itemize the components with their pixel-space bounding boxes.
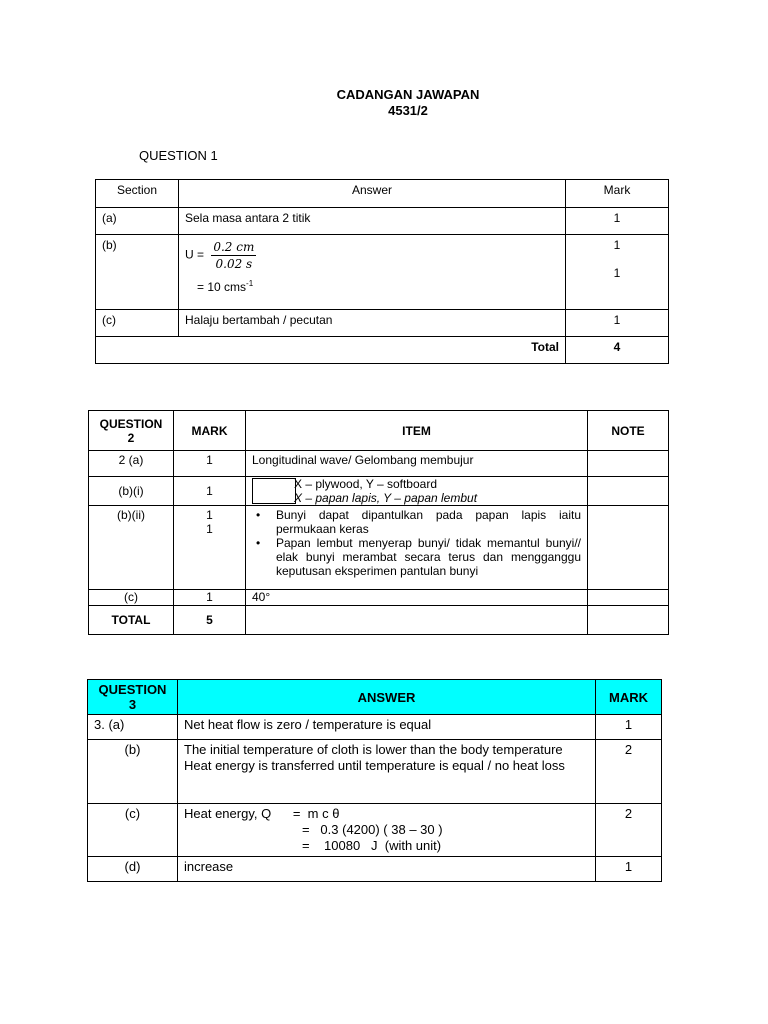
section-cell: (b)(i) (89, 477, 174, 506)
table-header-row (89, 411, 669, 451)
list-item: • Bunyi dapat dipantulkan pada papan lapis iaitu permukaan keras (252, 508, 581, 536)
answer-cell (179, 235, 566, 310)
question-3-table (87, 679, 662, 882)
section-cell: (a) (96, 208, 179, 235)
table-row (89, 451, 669, 477)
total-row (89, 606, 669, 635)
mark-cell: 1 (174, 590, 246, 606)
answer-box-icon (252, 478, 296, 504)
note-cell (588, 590, 669, 606)
table-row (89, 477, 669, 506)
mark-cell: 2 (596, 740, 662, 804)
list-item: • Papan lembut menyerap bunyi/ tidak memantul bunyi// elak bunyi merambat secara terus dan mengganggu keputusan eksperimen pantulan bunyi (252, 536, 581, 578)
bullet-list (252, 508, 581, 578)
answer-line: The initial temperature of cloth is lower than the body temperature (184, 742, 563, 757)
section-cell: 2 (a) (89, 451, 174, 477)
header-answer: Answer (179, 180, 566, 208)
mark-cell: 1 (566, 310, 669, 337)
mark-value: 1 (206, 508, 213, 522)
header-mark: MARK (596, 680, 662, 715)
item-cell: 40° (246, 590, 588, 606)
fraction-numerator: 0.2 cm (213, 240, 255, 254)
section-cell: 3. (a) (88, 715, 178, 740)
mark-value: 1 (206, 522, 213, 536)
mark-cell: 1 (596, 857, 662, 882)
header-question: QUESTION 3 (88, 680, 178, 715)
table-row (96, 235, 669, 310)
velocity-formula (185, 240, 559, 271)
answer-cell (178, 740, 596, 804)
result-value: = 10 cms (197, 280, 247, 294)
table-row (88, 740, 662, 804)
answer-cell (178, 804, 596, 857)
table-row (96, 208, 669, 235)
table-row (88, 804, 662, 857)
question-1-heading: QUESTION 1 (139, 148, 218, 163)
formula-label: U = (185, 247, 205, 262)
formula-result (185, 279, 559, 294)
mark-cell: 1 (174, 451, 246, 477)
total-value: 4 (566, 337, 669, 364)
item-cell (246, 506, 588, 590)
mark-cell (174, 506, 246, 590)
total-row (96, 337, 669, 364)
mark-value: 1 (613, 238, 621, 252)
fraction (211, 240, 256, 271)
table-row (89, 506, 669, 590)
item-line: X – plywood, Y – softboard (294, 477, 437, 491)
item-cell (246, 477, 588, 506)
section-cell: (c) (89, 590, 174, 606)
table-row (89, 590, 669, 606)
answer-line: = 10080 J (with unit) (302, 838, 442, 853)
table-row (88, 857, 662, 882)
header-section: Section (96, 180, 179, 208)
answer-line: Heat energy is transferred until temperature is equal / no heat loss (184, 758, 565, 773)
section-cell: (b) (88, 740, 178, 804)
section-cell: (c) (96, 310, 179, 337)
table-header-row (96, 180, 669, 208)
question-1-table (95, 179, 669, 364)
header-note: NOTE (588, 411, 669, 451)
header-item: ITEM (246, 411, 588, 451)
table-row (88, 715, 662, 740)
answer-cell: increase (178, 857, 596, 882)
item-cell (246, 606, 588, 635)
mark-value: 1 (613, 266, 621, 280)
mark-cell: 1 (596, 715, 662, 740)
note-cell (588, 451, 669, 477)
note-cell (588, 606, 669, 635)
result-exponent: -1 (246, 279, 254, 288)
header-mark: Mark (566, 180, 669, 208)
note-cell (588, 477, 669, 506)
section-cell: (b) (96, 235, 179, 310)
fraction-denominator: 0.02 s (215, 257, 253, 271)
section-cell: (b)(ii) (89, 506, 174, 590)
section-cell: (d) (88, 857, 178, 882)
table-header-row (88, 680, 662, 715)
note-cell (588, 506, 669, 590)
mark-cell (566, 235, 669, 310)
item-line-italic: X – papan lapis, Y – papan lembut (294, 491, 478, 505)
answer-cell: Sela masa antara 2 titik (179, 208, 566, 235)
paper-code: 4531/2 (388, 103, 428, 118)
mark-cell: 2 (596, 804, 662, 857)
total-label: Total (96, 337, 566, 364)
mark-cell: 1 (174, 477, 246, 506)
answer-cell: Halaju bertambah / pecutan (179, 310, 566, 337)
header-mark: MARK (174, 411, 246, 451)
header-answer: ANSWER (178, 680, 596, 715)
answer-cell: Net heat flow is zero / temperature is equal (178, 715, 596, 740)
answer-line: Heat energy, Q = m c θ (184, 806, 340, 821)
total-label: TOTAL (89, 606, 174, 635)
document-title: CADANGAN JAWAPAN (336, 87, 480, 102)
header-question: QUESTION 2 (89, 411, 174, 451)
item-cell: Longitudinal wave/ Gelombang membujur (246, 451, 588, 477)
section-cell: (c) (88, 804, 178, 857)
total-value: 5 (174, 606, 246, 635)
mark-cell: 1 (566, 208, 669, 235)
table-row (96, 310, 669, 337)
question-2-table (88, 410, 669, 635)
answer-line: = 0.3 (4200) ( 38 – 30 ) (302, 822, 443, 837)
